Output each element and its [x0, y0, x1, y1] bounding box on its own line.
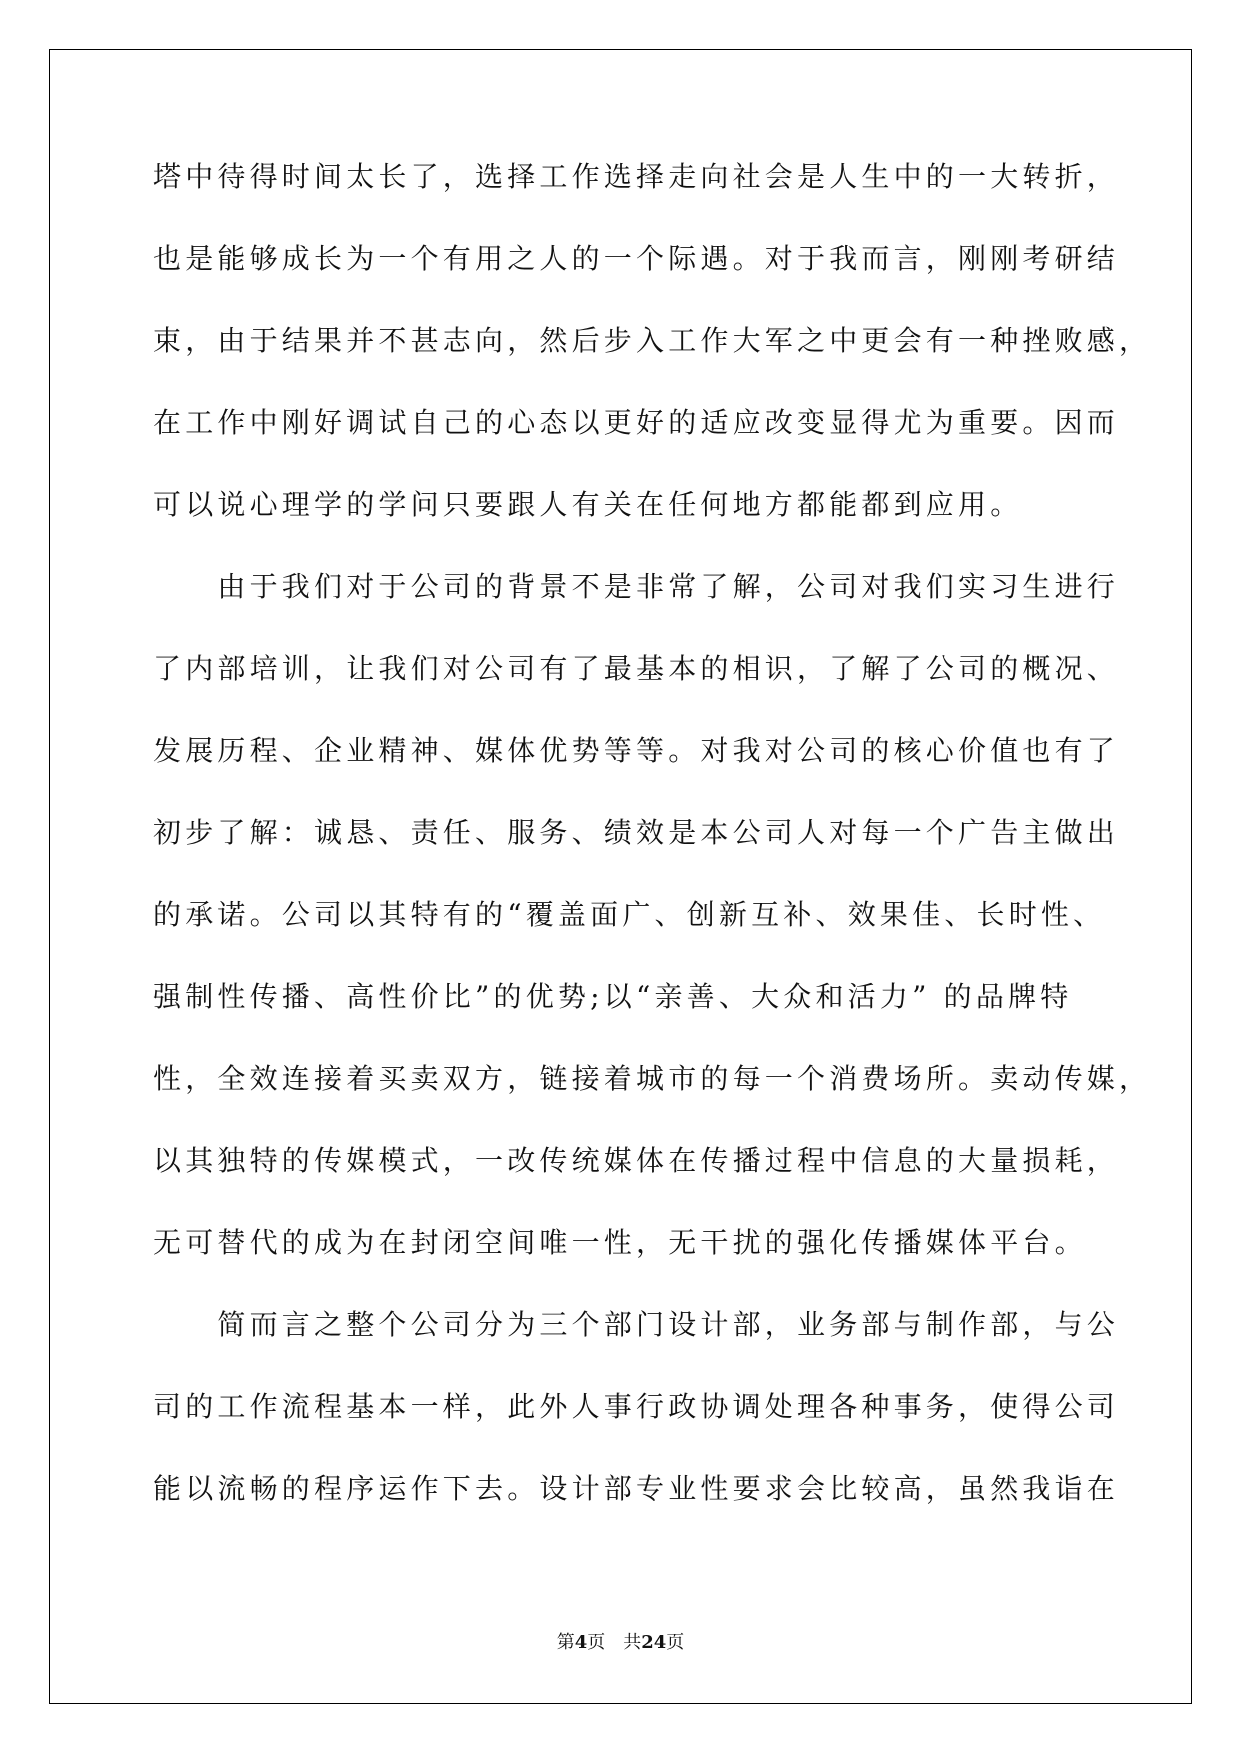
text-line: 司的工作流程基本一样，此外人事行政协调处理各种事务，使得公司 — [153, 1390, 1120, 1423]
text-line: 由于我们对于公司的背景不是非常了解，公司对我们实习生进行 — [153, 570, 1120, 603]
footer-prefix: 第 — [556, 1632, 575, 1653]
text-line: 在工作中刚好调试自己的心态以更好的适应改变显得尤为重要。因而 — [153, 406, 1120, 439]
document-body — [153, 157, 1152, 1551]
text-line: 了内部培训，让我们对公司有了最基本的相识，了解了公司的概况、 — [153, 652, 1120, 685]
text-line: 简而言之整个公司分为三个部门设计部，业务部与制作部，与公 — [153, 1308, 1120, 1341]
total-page-count: 24 — [641, 1632, 667, 1653]
text-line: 初步了解：诚恳、责任、服务、绩效是本公司人对每一个广告主做出 — [153, 816, 1120, 849]
text-line: 束，由于结果并不甚志向，然后步入工作大军之中更会有一种挫败感， — [153, 324, 1152, 357]
text-line: 无可替代的成为在封闭空间唯一性，无干扰的强化传播媒体平台。 — [153, 1226, 1087, 1259]
text-line: 也是能够成长为一个有用之人的一个际遇。对于我而言，刚刚考研结 — [153, 242, 1120, 275]
page-number-footer — [0, 1628, 1241, 1654]
text-line: 以其独特的传媒模式，一改传统媒体在传播过程中信息的大量损耗， — [153, 1144, 1120, 1177]
current-page-number: 4 — [574, 1632, 588, 1653]
text-line: 塔中待得时间太长了，选择工作选择走向社会是人生中的一大转折， — [153, 160, 1120, 193]
text-line: 性，全效连接着买卖双方，链接着城市的每一个消费场所。卖动传媒， — [153, 1062, 1152, 1095]
footer-middle: 页 共 — [587, 1632, 642, 1653]
text-line: 可以说心理学的学问只要跟人有关在任何地方都能都到应用。 — [153, 488, 1023, 521]
text-line: 发展历程、企业精神、媒体优势等等。对我对公司的核心价值也有了 — [153, 734, 1120, 767]
text-line: 的承诺。公司以其特有的“覆盖面广、创新互补、效果佳、长时性、 — [153, 898, 1106, 931]
footer-suffix: 页 — [666, 1632, 685, 1653]
text-line: 能以流畅的程序运作下去。设计部专业性要求会比较高，虽然我诣在 — [153, 1472, 1120, 1505]
text-line: 强制性传播、高性价比”的优势;以“亲善、大众和活力” 的品牌特 — [153, 980, 1073, 1013]
